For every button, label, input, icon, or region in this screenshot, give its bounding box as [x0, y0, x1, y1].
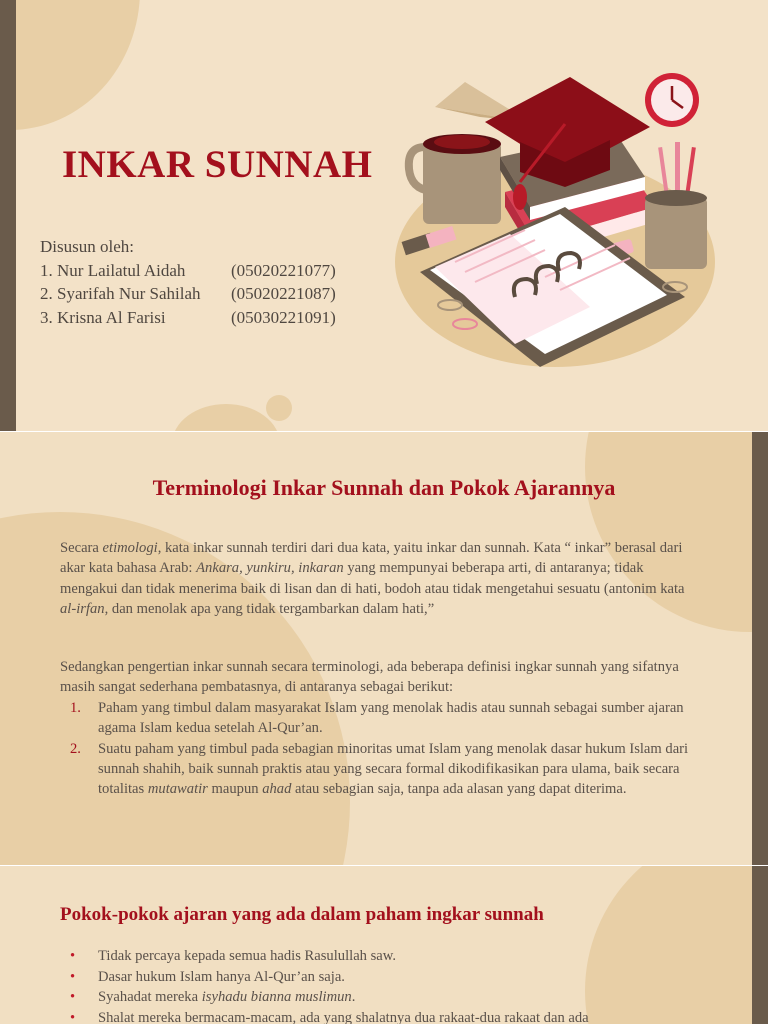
author-id: (05030221091)	[231, 307, 336, 327]
list-text	[98, 987, 355, 1008]
slide-title: Pokok-pokok ajaran yang ada dalam paham ingkar sunnah	[60, 904, 544, 925]
left-edge-bar	[0, 0, 16, 432]
composed-by-label: Disusun oleh:	[40, 237, 134, 256]
list-item	[60, 698, 710, 739]
italic-term: mutawatir	[147, 781, 208, 798]
text-run: Secara	[60, 540, 103, 556]
teachings-slide	[0, 866, 768, 1024]
author-row	[40, 306, 336, 330]
italic-term: Ankara, yunkiru, inkaran	[196, 560, 344, 577]
decor-circle-top-left	[0, 0, 140, 130]
list-text: Paham yang timbul dalam masyarakat Islam yang menolak hadis atau sunnah sebagai sumber ajaran agama Islam kedua setelah Al-Qur’an.	[98, 700, 684, 737]
author-name: 2. Syarifah Nur Sahilah	[40, 284, 201, 303]
bullet-icon: •	[70, 1009, 76, 1024]
list-item	[70, 967, 710, 988]
slide-title: Terminologi Inkar Sunnah dan Pokok Ajarannya	[152, 475, 616, 500]
italic-term: etimologi	[102, 540, 158, 556]
list-item	[70, 946, 710, 967]
presentation-title: INKAR SUNNAH	[62, 143, 373, 186]
list-item	[70, 1008, 710, 1024]
text-run: Syahadat mereka	[98, 989, 202, 1005]
text-run: , dan menolak apa yang tidak tergambarkan dalam hati,”	[104, 600, 435, 617]
pencil-cup-icon	[645, 142, 707, 269]
author-name: 3. Krisna Al Farisi	[40, 307, 166, 327]
list-text: Tidak percaya kepada semua hadis Rasulullah saw.	[98, 948, 397, 964]
text-run: maupun	[207, 781, 263, 798]
title-slide	[0, 0, 768, 432]
decor-dot-bottom	[266, 395, 292, 421]
bullet-icon: •	[70, 989, 76, 1005]
right-edge-bar	[752, 866, 768, 1024]
text-run: yang mempunyai beberapa arti, di antaranya; tidak mengakui dan tidak menerima baik di lisan dan di hati, bodoh atau tidak mengetahui sesuatu (antonim kata	[60, 560, 685, 597]
author-id: (05020221087)	[231, 284, 336, 303]
list-item	[70, 987, 710, 1008]
italic-term: al-irfan	[60, 600, 105, 617]
list-text	[98, 739, 710, 800]
text-run: .	[351, 989, 356, 1005]
author-row	[40, 259, 336, 283]
list-text: Shalat mereka bermacam-macam, ada yang shalatnya dua rakaat-dua rakaat dan ada	[98, 1009, 589, 1024]
italic-term: ahad	[262, 781, 292, 798]
list-number: 2.	[70, 740, 81, 757]
study-illustration	[395, 62, 720, 372]
list-item	[60, 739, 710, 800]
list-number: 1.	[70, 700, 81, 716]
author-row	[40, 282, 336, 306]
clock-icon	[645, 73, 699, 127]
etymology-paragraph	[60, 538, 700, 619]
text-run: atau sebagian saja, tanpa ada alasan yang dapat diterima.	[291, 781, 627, 798]
bullet-icon: •	[70, 968, 76, 985]
italic-term: isyhadu bianna muslimun	[201, 989, 352, 1005]
definition-list	[60, 698, 710, 799]
author-id: (05020221077)	[231, 260, 336, 280]
terminology-slide	[0, 432, 768, 866]
teachings-list	[70, 946, 710, 1024]
decor-circle-bottom	[172, 404, 280, 432]
bullet-icon: •	[70, 948, 76, 964]
terminology-paragraph: Sedangkan pengertian inkar sunnah secara terminologi, ada beberapa definisi ingkar sunnah yang sifatnya masih sangat sederhana pembatasnya, di antaranya sebagai berikut:	[60, 659, 679, 696]
text-run: Suatu paham yang timbul pada sebagian minoritas umat Islam yang menolak dasar hukum Islam dari sunnah shahih, baik sunnah praktis atau yang secara formal dikodifikasikan para ulama, baik secara totalitas	[98, 740, 689, 798]
list-text: Dasar hukum Islam hanya Al-Qur’an saja.	[98, 968, 345, 985]
text-run: , kata inkar sunnah terdiri dari dua kata, yaitu inkar dan sunnah. Kata “ inkar” berasal dari akar kata bahasa Arab:	[60, 540, 683, 577]
author-list	[40, 235, 336, 329]
author-name: 1. Nur Lailatul Aidah	[40, 260, 186, 280]
